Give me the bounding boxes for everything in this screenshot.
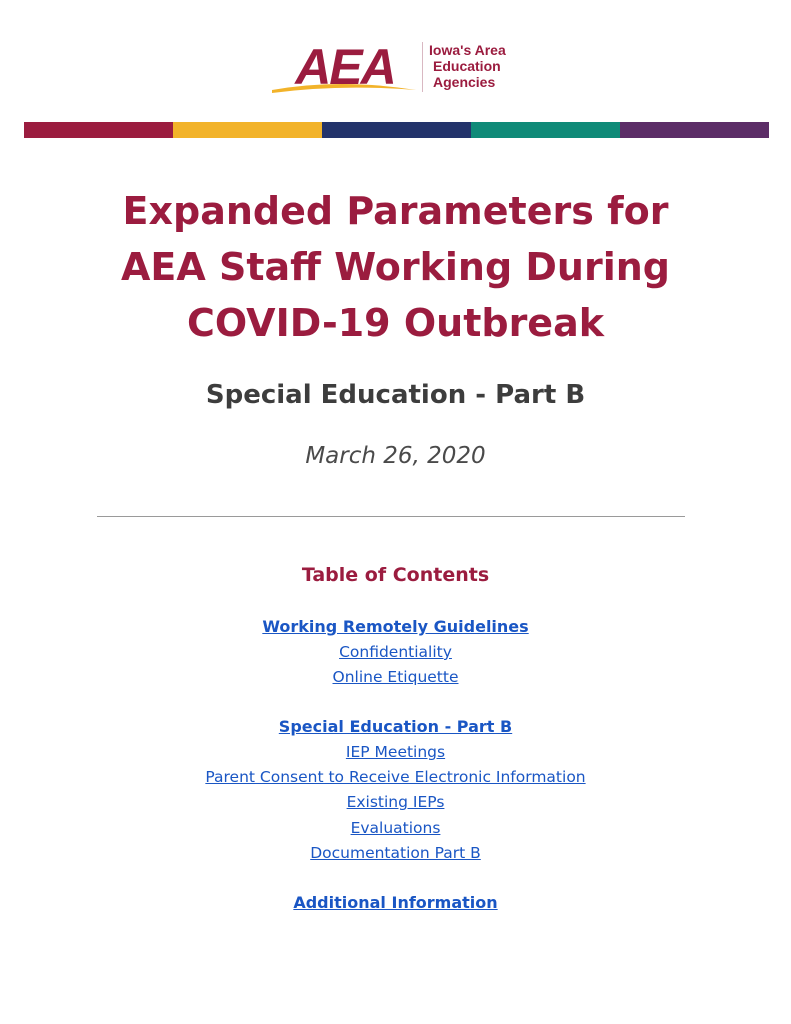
document-title <box>60 183 731 351</box>
title-line: AEA Staff Working During <box>121 245 670 289</box>
document-date: March 26, 2020 <box>305 443 486 469</box>
horizontal-rule <box>97 516 685 517</box>
toc-link-documentation[interactable]: Documentation Part B <box>310 844 481 862</box>
logo-org-line: Education <box>433 58 501 74</box>
aea-logo <box>270 40 530 98</box>
logo-mark-text: AEA <box>295 40 395 95</box>
toc-heading: Table of Contents <box>301 564 490 586</box>
document-subtitle: Special Education - Part B <box>205 380 586 410</box>
toc-link-special-education[interactable]: Special Education - Part B <box>278 717 513 736</box>
logo-org-name <box>429 42 506 90</box>
logo-org-line: Agencies <box>433 74 496 90</box>
toc-link-online-etiquette[interactable]: Online Etiquette <box>332 668 459 686</box>
toc-link-additional-information[interactable]: Additional Information <box>293 893 498 912</box>
brand-color-bar <box>24 122 769 138</box>
color-bar-navy <box>322 122 471 138</box>
color-bar-purple <box>620 122 769 138</box>
color-bar-gold <box>173 122 322 138</box>
toc-link-parent-consent[interactable]: Parent Consent to Receive Electronic Information <box>205 768 586 786</box>
title-line: Expanded Parameters for <box>122 189 669 233</box>
toc-link-iep-meetings[interactable]: IEP Meetings <box>345 743 446 761</box>
toc-link-working-remotely[interactable]: Working Remotely Guidelines <box>262 617 529 636</box>
logo-divider <box>422 42 423 92</box>
aea-logo-mark <box>270 40 420 96</box>
color-bar-teal <box>471 122 620 138</box>
toc-link-confidentiality[interactable]: Confidentiality <box>339 643 452 661</box>
title-line: COVID-19 Outbreak <box>187 301 604 345</box>
toc-link-existing-ieps[interactable]: Existing IEPs <box>346 793 445 811</box>
logo-org-line: Iowa's Area <box>429 42 506 58</box>
toc-link-evaluations[interactable]: Evaluations <box>350 819 441 837</box>
color-bar-red <box>24 122 173 138</box>
